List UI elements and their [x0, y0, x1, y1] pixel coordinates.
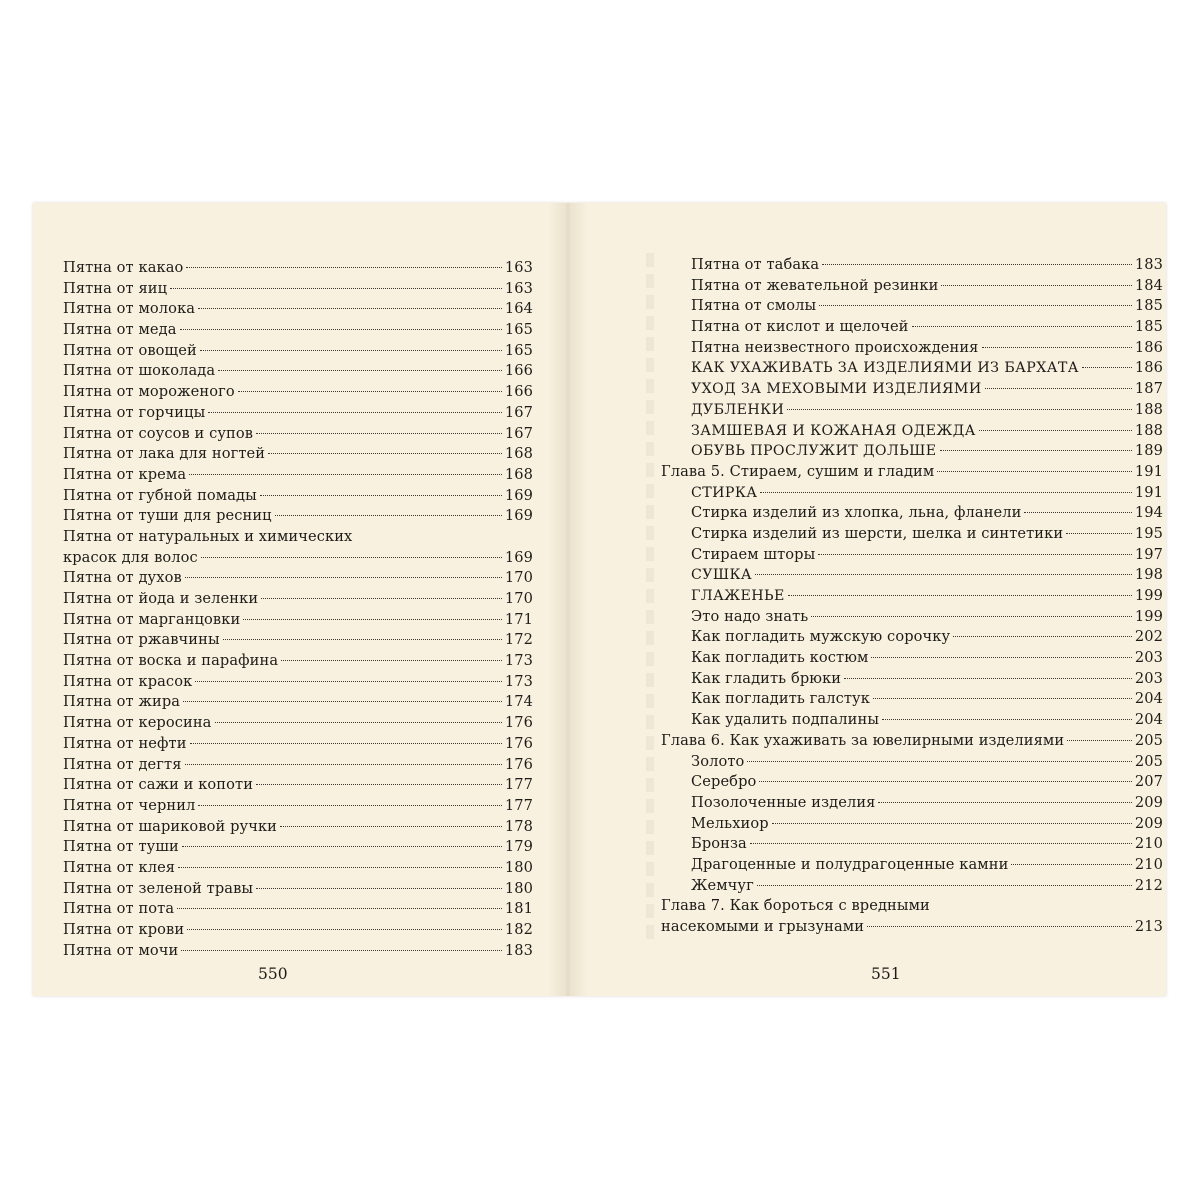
toc-entry-title: Пятна от клея — [63, 858, 176, 876]
dot-leader — [201, 557, 502, 558]
dot-leader — [819, 305, 1132, 306]
dot-leader — [755, 574, 1132, 575]
dot-leader — [985, 388, 1132, 389]
toc-entry — [661, 441, 1163, 462]
toc-entry — [63, 610, 533, 631]
toc-entry — [63, 941, 533, 962]
toc-entry-page: 176 — [504, 755, 533, 773]
toc-entry-title: КАК УХАЖИВАТЬ ЗА ИЗДЕЛИЯМИ ИЗ БАРХАТА — [691, 360, 1079, 377]
toc-entry-page: 169 — [504, 507, 533, 525]
toc-entry-title: Пятна от соусов и супов — [63, 424, 254, 442]
toc-entry — [661, 607, 1163, 628]
toc-entry — [661, 689, 1163, 710]
dot-leader — [256, 888, 502, 889]
toc-entry — [63, 486, 533, 507]
toc-entry-title: Пятна от крови — [63, 921, 185, 938]
dot-leader — [982, 347, 1132, 348]
right-page-number: 551 — [871, 965, 901, 983]
toc-entry — [63, 444, 533, 465]
toc-entry-title: Как погладить костюм — [691, 649, 869, 667]
toc-entry-page: 186 — [1134, 359, 1163, 377]
toc-entry — [63, 403, 533, 424]
dot-leader — [178, 867, 502, 868]
dot-leader — [215, 722, 502, 723]
dot-leader — [187, 929, 502, 930]
toc-entry — [661, 421, 1163, 442]
toc-entry-page: 205 — [1134, 731, 1163, 749]
toc-entry-title: Пятна от натуральных и химических — [63, 527, 353, 545]
toc-entry-page: 202 — [1134, 628, 1163, 646]
toc-entry-title: Бронза — [691, 835, 747, 853]
toc-entry-title: Пятна от красок — [63, 672, 193, 690]
dot-leader — [181, 950, 501, 951]
toc-entry-title: Пятна от мочи — [63, 941, 179, 959]
toc-entry — [63, 858, 533, 879]
toc-entry-title: Пятна от чернил — [63, 796, 196, 814]
dot-leader — [822, 264, 1132, 265]
toc-entry-page: 164 — [504, 300, 533, 318]
toc-entry — [63, 548, 533, 569]
left-toc-list — [63, 258, 533, 961]
toc-entry-title: Как удалить подпалины — [691, 711, 880, 729]
dot-leader — [268, 453, 502, 454]
toc-entry-page: 170 — [504, 569, 533, 587]
dot-leader — [1066, 533, 1132, 534]
right-toc-list — [661, 255, 1163, 938]
toc-entry — [63, 837, 533, 858]
toc-entry — [661, 255, 1163, 276]
dot-leader — [260, 495, 502, 496]
toc-entry-page: 207 — [1134, 773, 1163, 791]
dot-leader — [170, 288, 502, 289]
dot-leader — [261, 598, 502, 599]
toc-entry — [661, 545, 1163, 566]
toc-entry — [661, 710, 1163, 731]
toc-entry-title: Пятна от кислот и щелочей — [691, 318, 909, 336]
dot-leader — [223, 639, 502, 640]
left-page-number: 550 — [258, 965, 288, 983]
toc-entry-title: Пятна от смолы — [691, 297, 817, 315]
toc-entry — [63, 527, 533, 548]
toc-entry — [63, 879, 533, 900]
toc-entry-title: Пятна от какао — [63, 259, 184, 276]
dot-leader — [811, 616, 1132, 617]
toc-entry-page: 186 — [1134, 338, 1163, 356]
toc-entry-title: Пятна от нефти — [63, 734, 187, 752]
dot-leader — [177, 908, 502, 909]
toc-entry — [63, 589, 533, 610]
toc-entry-page: 184 — [1134, 276, 1163, 294]
toc-entry — [661, 483, 1163, 504]
toc-entry — [661, 524, 1163, 545]
toc-entry-title: Пятна от шариковой ручки — [63, 817, 278, 835]
toc-entry-page: 191 — [1134, 462, 1163, 480]
toc-entry-page: 171 — [504, 610, 533, 628]
toc-entry-title: ДУБЛЕНКИ — [691, 401, 785, 418]
toc-entry-page: 176 — [504, 734, 533, 752]
toc-entry-title: Пятна неизвестного происхождения — [691, 338, 979, 356]
toc-entry — [661, 834, 1163, 855]
toc-entry-title: Драгоценные и полудрагоценные камни — [691, 855, 1009, 873]
toc-entry-title: Пятна от меда — [63, 321, 177, 339]
toc-entry-title: ГЛАЖЕНЬЕ — [691, 588, 785, 604]
dot-leader — [1011, 864, 1131, 865]
left-page — [33, 203, 573, 996]
dot-leader — [195, 681, 502, 682]
toc-entry-page: 163 — [504, 279, 533, 297]
dot-leader — [941, 285, 1131, 286]
toc-entry-title: Золото — [691, 752, 745, 770]
dot-leader — [1024, 512, 1131, 513]
toc-entry-page: 166 — [504, 383, 533, 401]
toc-entry-page: 209 — [1134, 793, 1163, 811]
toc-entry-page: 195 — [1134, 524, 1163, 542]
toc-entry — [661, 731, 1163, 752]
dot-leader — [787, 409, 1132, 410]
toc-entry — [63, 796, 533, 817]
toc-entry-title: Пятна от дегтя — [63, 755, 182, 773]
toc-entry-page: 177 — [504, 776, 533, 794]
dot-leader — [238, 391, 502, 392]
dot-leader — [185, 577, 502, 578]
toc-entry-page: 178 — [504, 817, 533, 835]
toc-entry — [661, 296, 1163, 317]
toc-entry-page: 169 — [504, 486, 533, 504]
toc-entry-page: 209 — [1134, 814, 1163, 832]
dot-leader — [940, 450, 1132, 451]
toc-entry-title: ОБУВЬ ПРОСЛУЖИТ ДОЛЬШЕ — [691, 443, 937, 460]
toc-entry-page: 181 — [504, 900, 533, 918]
toc-entry-title: Пятна от шоколада — [63, 362, 216, 380]
toc-entry-page: 204 — [1134, 711, 1163, 729]
dot-leader — [953, 636, 1132, 637]
toc-entry — [63, 651, 533, 672]
dot-leader — [185, 764, 502, 765]
toc-entry-page: 172 — [504, 631, 533, 649]
dot-leader — [200, 350, 502, 351]
toc-entry-page: 177 — [504, 796, 533, 814]
dot-leader — [760, 492, 1131, 493]
dot-leader — [937, 471, 1132, 472]
toc-entry — [661, 814, 1163, 835]
toc-entry-page: 168 — [504, 465, 533, 483]
toc-entry-title: Пятна от туши для ресниц — [63, 507, 272, 525]
toc-entry — [661, 586, 1163, 607]
toc-entry-page: 167 — [504, 424, 533, 442]
toc-entry — [661, 338, 1163, 359]
toc-entry — [63, 672, 533, 693]
toc-entry-page: 168 — [504, 445, 533, 463]
toc-entry-page: 176 — [504, 714, 533, 732]
dot-leader — [772, 823, 1132, 824]
toc-entry-title: Пятна от туши — [63, 838, 179, 856]
toc-entry — [661, 462, 1163, 483]
dot-leader — [788, 595, 1132, 596]
toc-entry — [63, 258, 533, 279]
toc-entry-title: красок для волос — [63, 548, 198, 566]
toc-entry-page: 173 — [504, 672, 533, 690]
dot-leader — [182, 846, 502, 847]
toc-entry-page: 188 — [1134, 421, 1163, 439]
dot-leader — [1067, 740, 1132, 741]
dot-leader — [750, 843, 1132, 844]
toc-entry-page: 166 — [504, 362, 533, 380]
toc-entry — [63, 361, 533, 382]
toc-entry — [63, 382, 533, 403]
toc-entry-page: 169 — [504, 548, 533, 566]
toc-entry-title: Жемчуг — [691, 876, 754, 894]
toc-entry — [661, 276, 1163, 297]
dot-leader — [190, 743, 502, 744]
dot-leader — [867, 926, 1132, 927]
right-page — [591, 203, 1166, 996]
toc-entry — [661, 317, 1163, 338]
dot-leader — [871, 657, 1131, 658]
toc-entry — [63, 713, 533, 734]
toc-entry — [63, 320, 533, 341]
toc-entry-page: 187 — [1134, 380, 1163, 398]
toc-entry-page: 212 — [1134, 876, 1163, 894]
toc-entry-title: Как гладить брюки — [691, 669, 842, 687]
toc-entry-page: 165 — [504, 341, 533, 359]
toc-entry-page: 210 — [1134, 855, 1163, 873]
dot-leader — [818, 554, 1132, 555]
toc-entry-page: 170 — [504, 590, 533, 607]
toc-entry — [661, 648, 1163, 669]
toc-entry — [63, 817, 533, 838]
toc-entry-page: 204 — [1134, 690, 1163, 708]
dot-leader — [256, 784, 502, 785]
toc-entry-page: 180 — [504, 879, 533, 897]
dot-leader — [844, 678, 1132, 679]
toc-entry-title: Пятна от мороженого — [63, 383, 235, 401]
toc-entry — [661, 565, 1163, 586]
toc-entry-title: УХОД ЗА МЕХОВЫМИ ИЗДЕЛИЯМИ — [691, 381, 982, 398]
dot-leader — [747, 761, 1131, 762]
toc-entry-title: Пятна от молока — [63, 300, 196, 318]
toc-entry-title: СУШКА — [691, 567, 753, 584]
toc-entry-page: 173 — [504, 652, 533, 670]
toc-entry-title: Это надо знать — [691, 607, 809, 625]
toc-entry-title: Пятна от овощей — [63, 341, 197, 359]
toc-entry-page: 189 — [1134, 442, 1163, 460]
toc-entry — [661, 379, 1163, 400]
dot-leader — [189, 474, 502, 475]
dot-leader — [1082, 367, 1132, 368]
toc-entry-title: Пятна от сажи и копоти — [63, 776, 254, 794]
toc-entry — [661, 855, 1163, 876]
toc-entry-page: 163 — [504, 259, 533, 276]
toc-entry — [63, 755, 533, 776]
toc-entry-title: Как погладить мужскую сорочку — [691, 628, 951, 646]
toc-entry-title: Глава 6. Как ухаживать за ювелирными изделиями — [661, 731, 1065, 749]
toc-entry-page: 182 — [504, 921, 533, 938]
toc-entry-title: Пятна от керосина — [63, 714, 212, 732]
toc-entry — [661, 400, 1163, 421]
toc-entry-title: Стирка изделий из шерсти, шелка и синтетики — [691, 524, 1064, 542]
toc-entry-title: насекомыми и грызунами — [661, 918, 865, 935]
toc-entry — [63, 299, 533, 320]
toc-entry-title: Пятна от марганцовки — [63, 610, 241, 628]
toc-entry-page: 198 — [1134, 566, 1163, 584]
toc-entry-page: 174 — [504, 693, 533, 711]
toc-entry-page: 199 — [1134, 607, 1163, 625]
toc-entry — [661, 772, 1163, 793]
toc-entry-page: 180 — [504, 858, 533, 876]
toc-entry-page: 183 — [504, 941, 533, 959]
toc-entry-title: Пятна от горчицы — [63, 403, 206, 421]
toc-entry-title: Пятна от лака для ногтей — [63, 445, 266, 463]
dot-leader — [198, 805, 501, 806]
toc-entry — [661, 876, 1163, 897]
toc-entry-title: Глава 5. Стираем, сушим и гладим — [661, 462, 935, 480]
toc-entry-title: Стирка изделий из хлопка, льна, фланели — [691, 504, 1022, 522]
dot-leader — [979, 430, 1132, 431]
toc-entry-page: 203 — [1134, 669, 1163, 687]
toc-entry — [63, 341, 533, 362]
toc-entry-page: 185 — [1134, 318, 1163, 336]
toc-entry — [63, 568, 533, 589]
toc-entry-title: СТИРКА — [691, 484, 758, 501]
toc-entry — [661, 358, 1163, 379]
toc-entry-title: Пятна от губной помады — [63, 486, 257, 504]
toc-entry — [63, 279, 533, 300]
dot-leader — [912, 326, 1132, 327]
toc-entry — [63, 734, 533, 755]
toc-entry-title: Стираем шторы — [691, 545, 816, 563]
dot-leader — [878, 802, 1131, 803]
toc-entry — [661, 627, 1163, 648]
dot-leader — [183, 701, 502, 702]
toc-entry-page: 205 — [1134, 752, 1163, 770]
toc-entry-page: 188 — [1134, 400, 1163, 418]
toc-entry — [661, 917, 1163, 938]
toc-entry-title: Глава 7. Как бороться с вредными — [661, 897, 930, 915]
toc-entry — [661, 752, 1163, 773]
dot-leader — [280, 826, 502, 827]
dot-leader — [218, 370, 502, 371]
toc-entry-page: 197 — [1134, 545, 1163, 563]
toc-entry — [63, 424, 533, 445]
dot-leader — [180, 329, 502, 330]
toc-entry-title: Пятна от табака — [691, 256, 820, 273]
toc-entry — [63, 920, 533, 941]
toc-entry-page: 191 — [1134, 483, 1163, 501]
toc-entry-page: 165 — [504, 321, 533, 339]
toc-entry-page: 179 — [504, 838, 533, 856]
toc-entry-page: 183 — [1134, 256, 1163, 273]
toc-entry-title: Пятна от жевательной резинки — [691, 276, 939, 294]
toc-entry-title: Пятна от йода и зеленки — [63, 590, 259, 607]
toc-entry-title: Серебро — [691, 773, 757, 791]
dot-leader — [256, 433, 502, 434]
book-spread — [33, 203, 1166, 996]
toc-entry-title: Позолоченные изделия — [691, 793, 876, 811]
toc-entry-page: 210 — [1134, 835, 1163, 853]
toc-entry-title: Пятна от воска и парафина — [63, 652, 279, 670]
dot-leader — [208, 412, 502, 413]
dot-leader — [186, 267, 501, 268]
toc-entry-title: Мельхиор — [691, 814, 769, 832]
toc-entry — [661, 896, 1163, 917]
toc-entry-page: 194 — [1134, 504, 1163, 522]
toc-entry-title: ЗАМШЕВАЯ И КОЖАНАЯ ОДЕЖДА — [691, 422, 976, 439]
toc-entry-title: Пятна от зеленой травы — [63, 879, 254, 897]
toc-entry — [661, 793, 1163, 814]
toc-entry-title: Пятна от духов — [63, 569, 182, 587]
show-through-text — [646, 253, 654, 943]
dot-leader — [757, 885, 1132, 886]
toc-entry — [63, 775, 533, 796]
toc-entry-title: Пятна от ржавчины — [63, 631, 220, 649]
toc-entry — [63, 465, 533, 486]
dot-leader — [759, 781, 1131, 782]
dot-leader — [281, 660, 502, 661]
toc-entry — [63, 899, 533, 920]
dot-leader — [198, 308, 502, 309]
toc-entry — [661, 503, 1163, 524]
toc-entry-page: 185 — [1134, 297, 1163, 315]
toc-entry-title: Как погладить галстук — [691, 690, 870, 708]
toc-entry — [661, 669, 1163, 690]
toc-entry-page: 213 — [1134, 918, 1163, 935]
toc-entry — [63, 506, 533, 527]
toc-entry-title: Пятна от пота — [63, 900, 175, 918]
toc-entry-title: Пятна от крема — [63, 465, 187, 483]
toc-entry-title: Пятна от яиц — [63, 279, 168, 297]
toc-entry-page: 167 — [504, 403, 533, 421]
dot-leader — [873, 698, 1132, 699]
dot-leader — [882, 719, 1132, 720]
toc-entry — [63, 692, 533, 713]
toc-entry — [63, 630, 533, 651]
dot-leader — [243, 619, 502, 620]
toc-entry-title: Пятна от жира — [63, 693, 181, 711]
dot-leader — [275, 515, 502, 516]
toc-entry-page: 203 — [1134, 649, 1163, 667]
toc-entry-page: 199 — [1134, 587, 1163, 604]
